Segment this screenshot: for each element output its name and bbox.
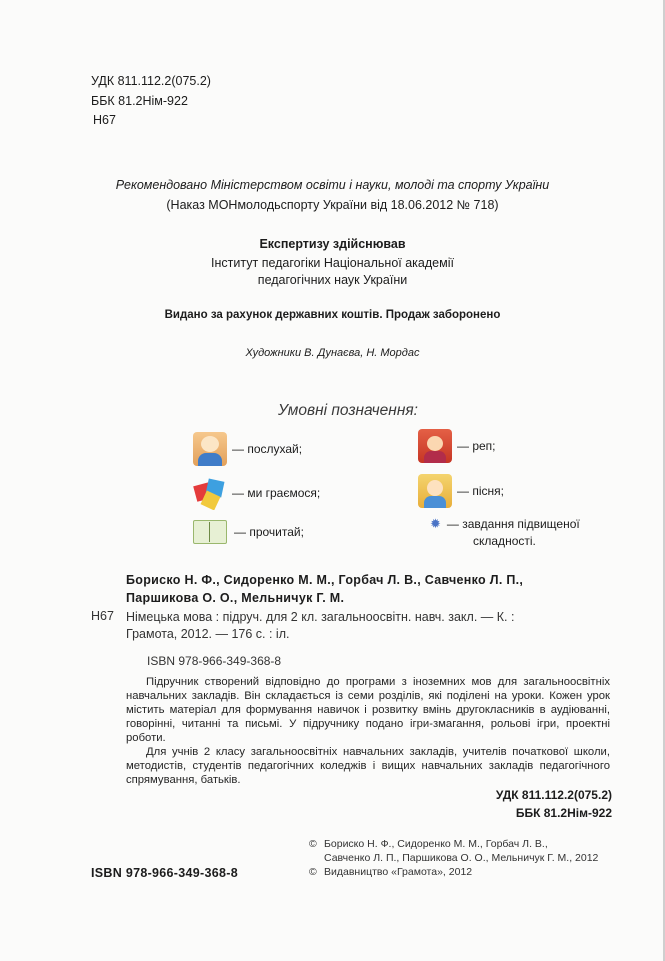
isbn-bottom: ISBN 978-966-349-368-8 [91,866,238,880]
legend-label: — прочитай; [234,525,304,539]
legend-label: — ми граємося; [232,486,321,500]
catalog-authors [126,571,523,607]
legend-item-play [193,476,320,510]
copyright-symbol: © [309,838,317,850]
author-mark: Н67 [93,113,116,127]
description-line: Німецька мова : підруч. для 2 кл. загальноосвітн. навч. закл. — К. : [126,610,515,624]
authors-line: Паршикова О. О., Мельничук Г. М. [126,591,345,605]
artists-credit: Художники В. Дунаєва, Н. Мордас [245,347,420,359]
catalog-description [126,609,514,643]
playing-cubes-icon [193,476,227,510]
listening-child-icon [193,432,227,466]
expertise-title: Експертизу здійснював [259,237,406,251]
expertise-block [0,236,665,289]
bottom-codes [496,786,612,822]
legend-label: — послухай; [232,442,303,456]
classification-codes [91,72,211,131]
approval-note [0,175,665,215]
approval-line: Рекомендовано Міністерством освіти і науки, молоді та спорту України [115,178,550,192]
bbk-code: ББК 81.2Нім-922 [91,93,188,108]
legend-label: — реп; [457,439,496,453]
approval-order: (Наказ МОНмолодьспорту України від 18.06.2012 № 718) [166,198,499,212]
bbk-code: ББК 81.2Нім-922 [515,806,612,820]
legend-item-listen [193,432,302,466]
legend-label-cont: складності. [473,534,536,548]
catalog-isbn: ISBN 978-966-349-368-8 [147,654,282,668]
open-book-icon [193,520,227,544]
authors-line: Бориско Н. Ф., Сидоренко М. М., Горбач Л. В., Савченко Л. П., [126,573,524,587]
singing-child-icon [418,474,452,508]
abstract-paragraph: Для учнів 2 класу загальноосвітніх навчальних закладів, учителів початкової школи, методистів, студентів педагогічних коледжів і вищих навчальних закладів педагогічного спрямування, батьків. [126,746,610,786]
expertise-line: педагогічних наук України [257,273,408,287]
star-icon: ✹ [430,516,441,531]
udk-code: УДК 811.112.2(075.2) [495,788,612,802]
copyright-line: Бориско Н. Ф., Сидоренко М. М., Горбач Л. В., [324,838,548,850]
expertise-line: Інститут педагогіки Національної академії [211,256,454,270]
rap-child-icon [418,429,452,463]
published-note: Видано за рахунок державних коштів. Продаж заборонено [164,309,501,321]
legend-label: — завдання підвищеної [446,517,580,531]
legend-item-song [418,474,504,508]
catalog-mark: Н67 [91,609,114,623]
legend-item-rap [418,429,496,463]
legend-item-advanced [430,515,580,550]
udk-code: УДК 811.112.2(075.2) [91,74,211,88]
description-line: Грамота, 2012. — 176 с. : іл. [126,627,290,641]
abstract-paragraph: Підручник створений відповідно до програми з іноземних мов для загальноосвітніх навчальних закладів. Він складається із семи розділів, які поділені на уроки. Кожен урок містить матеріал для формування навичок і розвитку вмінь другокласників в аудіюванні, говорінні, читанні та письмі. У підручнику подано ігри-змагання, рольові ігри, проектні роботи. [126,676,610,744]
copyright-line: Видавництво «Грамота», 2012 [324,866,473,878]
copyright-symbol: © [309,866,317,878]
abstract [126,675,610,787]
legend-title: Умовні позначення: [278,402,418,419]
legend-label: — пісня; [457,484,504,498]
legend-item-read [193,520,304,544]
copyright-block [309,838,598,880]
copyright-line: Савченко Л. П., Паршикова О. О., Мельничук Г. М., 2012 [324,851,599,864]
